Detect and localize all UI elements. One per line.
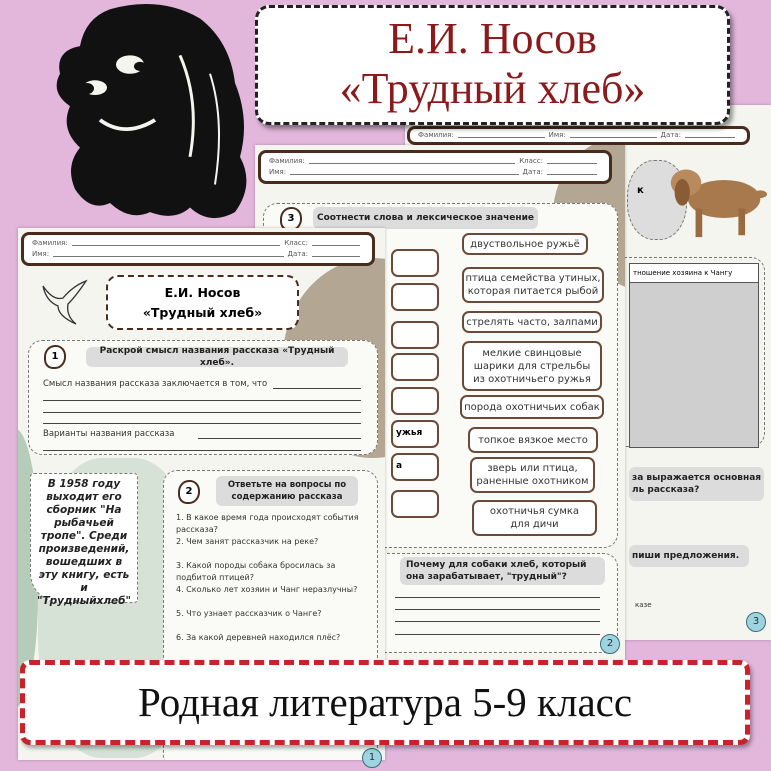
answer-line[interactable] <box>395 609 600 610</box>
word-box[interactable] <box>391 490 439 518</box>
date-label: Дата: <box>287 250 308 258</box>
name-label: Имя: <box>269 168 287 176</box>
question: 3. Какой породы собака бросилась за подбитой птицей? <box>176 561 336 582</box>
answer-line[interactable] <box>273 388 361 389</box>
class-label: Класс: <box>519 157 543 165</box>
question: 4. Сколько лет хозяин и Чанг неразлучны? <box>176 585 358 594</box>
answer-line[interactable] <box>43 450 361 451</box>
title-author: Е.И. Носов <box>164 285 241 300</box>
student-info-header <box>21 232 375 266</box>
relation-table <box>629 263 759 448</box>
surname-label: Фамилия: <box>32 239 68 247</box>
page-number-2: 2 <box>600 634 620 654</box>
answer-line[interactable] <box>395 597 600 598</box>
word-box[interactable] <box>391 420 439 448</box>
definition-card[interactable]: птица семейства утиных, которая питается рыбой <box>462 267 604 303</box>
title-box <box>106 275 299 330</box>
word-box[interactable] <box>391 283 439 311</box>
answer-line[interactable] <box>198 438 361 439</box>
thought-cloud-text: к <box>637 185 644 196</box>
subject-banner-text: Родная литература 5-9 класс <box>137 679 633 725</box>
class-label: Класс: <box>284 239 308 247</box>
name-label: Имя: <box>32 250 50 258</box>
question: 1. В какое время года происходят события рассказа? <box>176 513 359 534</box>
task-3-heading: Соотнести слова и лексическое значение <box>313 207 538 229</box>
surname-label: Фамилия: <box>269 157 305 165</box>
name-label: Имя: <box>548 131 566 139</box>
page-number-3: 3 <box>746 612 766 632</box>
dog-silhouette <box>40 0 255 226</box>
task-1-prompt: Смысл названия рассказа заключается в том, что <box>43 379 268 389</box>
definition-card[interactable]: охотничья сумка для дичи <box>472 500 597 536</box>
word-box[interactable] <box>391 453 439 481</box>
task-2-number: 2 <box>178 480 200 504</box>
date-label: Дата: <box>660 131 682 139</box>
definition-card[interactable]: топкое вязкое место <box>468 427 598 453</box>
subject-banner <box>20 660 750 745</box>
student-info-header <box>407 126 750 145</box>
cover-title-author: Е.И. Носов <box>388 14 597 63</box>
cover-title-story: «Трудный хлеб» <box>339 64 646 113</box>
task-1-variants: Варианты названия рассказа <box>43 429 175 439</box>
answer-line[interactable] <box>395 634 600 635</box>
title-story: «Трудный хлеб» <box>142 305 263 320</box>
page-number-1: 1 <box>362 748 382 768</box>
definition-card[interactable]: порода охотничьих собак <box>460 395 604 419</box>
answer-line[interactable] <box>43 423 361 424</box>
task-2-heading: Ответьте на вопросы по содержанию рассказа <box>216 476 358 506</box>
table-heading: тношение хозяина к Чангу <box>630 264 758 283</box>
answer-line[interactable] <box>43 400 361 401</box>
question: 5. Что узнает рассказчик о Чанге? <box>176 609 322 618</box>
word-fragment: ужья <box>396 428 423 438</box>
answer-line[interactable] <box>395 621 600 622</box>
definition-card[interactable]: двуствольное ружьё <box>462 233 588 255</box>
word-box[interactable] <box>391 353 439 381</box>
word-fragment: а <box>396 461 403 471</box>
task-3-number: 3 <box>280 207 302 231</box>
answer-line[interactable] <box>43 412 361 413</box>
fragment-text: казе <box>635 601 652 609</box>
task-b-heading: пиши предложения. <box>629 545 749 567</box>
definition-card[interactable]: стрелять часто, залпами <box>462 311 602 333</box>
cover-title <box>255 5 730 125</box>
task-1-heading: Раскрой смысл названия рассказа «Трудный хлеб». <box>86 347 348 367</box>
date-label: Дата: <box>522 168 543 176</box>
info-note: В 1958 году выходит его сборник "На рыбачьей тропе". Среди произведений, вошедших в эту книгу, есть и "Трудныйхлеб" <box>30 473 138 603</box>
surname-label: Фамилия: <box>418 131 454 139</box>
word-box[interactable] <box>391 249 439 277</box>
student-info-header <box>258 150 612 184</box>
definition-card[interactable]: зверь или птица, раненные охотником <box>470 457 595 493</box>
task-1-number: 1 <box>44 345 66 369</box>
question: 2. Чем занят рассказчик на реке? <box>176 537 319 546</box>
definition-card[interactable]: мелкие свинцовые шарики для стрельбы из охотничьего ружья <box>462 341 602 391</box>
spaniel-illustration <box>667 155 767 243</box>
word-box[interactable] <box>391 321 439 349</box>
task-4-heading: Почему для собаки хлеб, который она зарабатывает, "трудный"? <box>400 557 605 585</box>
task-a-heading: за выражается основная ль рассказа? <box>629 467 764 501</box>
question: 6. За какой деревней находился плёс? <box>176 633 341 642</box>
word-box[interactable] <box>391 387 439 415</box>
dove-icon <box>38 276 88 326</box>
